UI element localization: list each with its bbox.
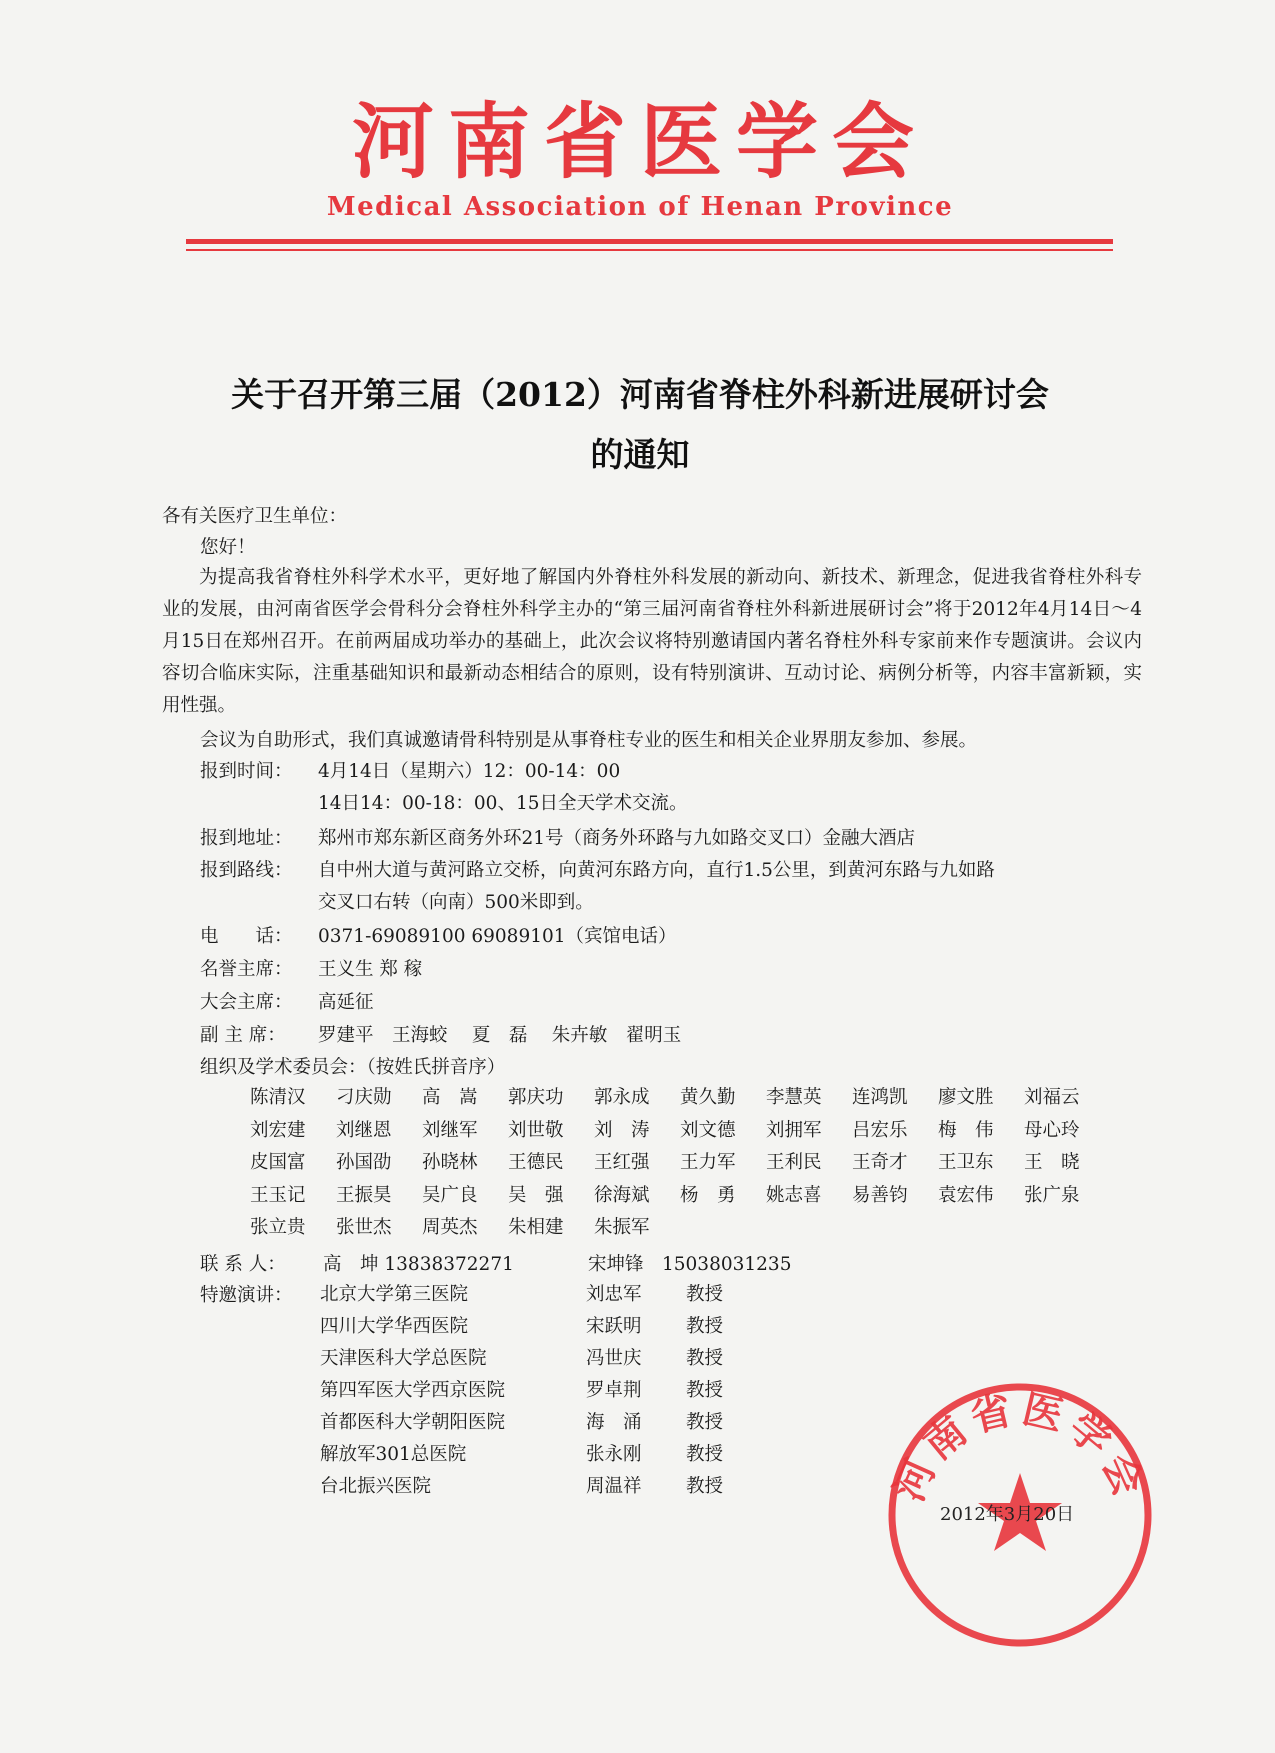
committee-member: 王德民: [508, 1152, 564, 1173]
speaker-title: 教授: [686, 1348, 724, 1369]
committee-member: 吴广良: [422, 1184, 478, 1206]
speaker-hospital: 首都医科大学朝阳医院: [320, 1412, 506, 1433]
committee-member: 吕宏乐: [852, 1119, 908, 1141]
speaker-row: [320, 1343, 800, 1375]
speaker-row: [320, 1439, 800, 1471]
committee-member: 刘拥军: [766, 1119, 822, 1141]
committee-member: 易善钧: [852, 1184, 908, 1206]
committee-member: 高 嵩: [422, 1087, 478, 1108]
speaker-name: 罗卓荆: [586, 1380, 642, 1401]
committee-row: [250, 1180, 1130, 1213]
speaker-name: 海 涌: [586, 1412, 642, 1433]
speaker-hospital: 四川大学华西医院: [320, 1316, 469, 1337]
committee-member: 张立贵: [250, 1217, 306, 1238]
speaker-row: [320, 1279, 800, 1311]
notice-heading: [130, 365, 1150, 485]
checkin-time-1: 4月14日（星期六）12：00-14：00: [318, 761, 621, 782]
letterhead-rule-thin: [186, 249, 1113, 251]
phone: 0371-69089100 69089101（宾馆电话）: [318, 926, 677, 947]
committee-member: 王卫东: [938, 1152, 994, 1173]
speaker-hospital: 天津医科大学总医院: [320, 1348, 487, 1369]
paragraph-1: 为提高我省脊柱外科学术水平，更好地了解国内外脊柱外科发展的新动向、新技术、新理念，促进我省脊柱外科专业的发展，由河南省医学会骨科分会脊柱外科学主办的“第三届河南省脊柱外科新进展研讨会”将于2012年4月14日～4月15日在郑州召开。在前两届成功举办的基础上，此次会议将特别邀请国内著名脊柱外科专家前来作专题演讲。会议内容切合临床实际，注重基础知识和最新动态相结合的原则，设有特别演讲、互动讨论、病例分析等，内容丰富新颖，实用性强。: [162, 567, 1142, 716]
letterhead-subtitle: Medical Association of Henan Province: [326, 192, 954, 222]
letterhead-title: 河南省医学会: [351, 94, 928, 190]
speaker-row: [320, 1375, 800, 1407]
speaker-hospital: 第四军医大学西京医院: [320, 1380, 506, 1401]
speaker-name: 刘忠军: [586, 1284, 642, 1305]
speaker-name: 冯世庆: [586, 1348, 642, 1369]
contact-person-2: 宋坤锋 15038031235: [588, 1254, 792, 1275]
heading-line-1: 关于召开第三届（2012）河南省脊柱外科新进展研讨会: [231, 375, 1049, 414]
committee-member: 刘福云: [1024, 1087, 1080, 1108]
committee-member: 王玉记: [250, 1184, 306, 1206]
speakers-label: 特邀演讲：: [200, 1285, 293, 1306]
committee-member: 孙晓林: [422, 1152, 478, 1173]
committee-member: 王 晓: [1024, 1152, 1080, 1173]
checkin-place: 郑州市郑东新区商务外环21号（商务外环路与九如路交叉口）金融大酒店: [318, 828, 916, 849]
committee-member: 王力军: [680, 1152, 736, 1173]
committee-member: 刘继恩: [336, 1119, 392, 1141]
committee-member: 黄久勤: [680, 1087, 736, 1108]
checkin-place-label: 报到地址：: [200, 828, 293, 849]
committee-member: 刘继军: [422, 1119, 478, 1141]
speaker-hospital: 解放军301总医院: [320, 1444, 467, 1465]
speaker-title: 教授: [686, 1476, 724, 1497]
phone-label: 电 话：: [200, 926, 293, 947]
letterhead-rule-thick: [186, 239, 1113, 244]
checkin-time-label: 报到时间：: [200, 761, 293, 782]
committee-member: 刁庆勋: [336, 1087, 392, 1108]
route-line-2: 交叉口右转（向南）500米即到。: [318, 892, 594, 913]
committee-member: 廖文胜: [938, 1087, 994, 1108]
committee-member: 张世杰: [336, 1217, 392, 1238]
committee-member: 王振昊: [336, 1184, 392, 1206]
committee-member: 皮国富: [250, 1152, 306, 1173]
committee-member: 刘 涛: [594, 1119, 650, 1141]
committee-member: 郭庆功: [508, 1087, 564, 1108]
salutation: 各有关医疗卫生单位：: [162, 506, 348, 527]
contact-label: 联 系 人：: [200, 1254, 286, 1275]
honorary-chair: 王义生 郑 稼: [318, 959, 423, 980]
paragraph-2: 会议为自助形式，我们真诚邀请骨科特别是从事脊柱专业的医生和相关企业界朋友参加、参展。: [200, 730, 978, 751]
seal-text: 河南省医学会: [885, 1385, 1155, 1509]
speaker-name: 张永刚: [586, 1444, 642, 1465]
committee-member: 梅 伟: [938, 1119, 994, 1141]
speaker-name: 周温祥: [586, 1476, 642, 1497]
committee-member: 孙国劭: [336, 1152, 392, 1173]
speakers-list: [320, 1279, 800, 1503]
committee-member: 张广泉: [1024, 1184, 1080, 1206]
committee-row: [250, 1147, 1130, 1180]
heading-line-2: 的通知: [590, 435, 690, 474]
committee-member: 朱振军: [594, 1217, 650, 1238]
committee-member: 刘文德: [680, 1119, 736, 1141]
speaker-title: 教授: [686, 1444, 724, 1465]
chair-label: 大会主席：: [200, 992, 293, 1013]
committee-member: 连鸿凯: [852, 1087, 908, 1108]
committee-member: 王利民: [766, 1152, 822, 1173]
committee-row: [250, 1115, 1130, 1148]
committee-row: [250, 1212, 1130, 1245]
committee-member: 刘宏建: [250, 1119, 306, 1141]
committee-member: 王红强: [594, 1152, 650, 1173]
committee-member: 周英杰: [422, 1217, 478, 1238]
speaker-title: 教授: [686, 1284, 724, 1305]
committee-list: [250, 1082, 1130, 1245]
issue-date: 2012年3月20日: [940, 1504, 1075, 1525]
speaker-hospital: 北京大学第三医院: [320, 1284, 469, 1305]
committee-member: 刘世敬: [508, 1119, 564, 1141]
committee-member: 王奇才: [852, 1152, 908, 1173]
speaker-title: 教授: [686, 1412, 724, 1433]
speaker-title: 教授: [686, 1380, 724, 1401]
committee-member: 吴 强: [508, 1184, 564, 1206]
greeting: 您好！: [200, 537, 256, 558]
vice-chair-label: 副 主 席：: [200, 1025, 286, 1046]
committee-label: 组织及学术委员会：（按姓氏拼音序）: [200, 1057, 506, 1078]
committee-member: 袁宏伟: [938, 1184, 994, 1206]
speaker-row: [320, 1311, 800, 1343]
route-line-1: 自中州大道与黄河路立交桥，向黄河东路方向，直行1.5公里，到黄河东路与九如路: [318, 860, 995, 881]
chair: 高延征: [318, 992, 374, 1013]
vice-chair: 罗建平 王海蛟 夏 磊 朱卉敏 翟明玉: [318, 1025, 682, 1046]
contact-person-1: 高 坤 13838372271: [323, 1254, 514, 1275]
committee-member: 朱相建: [508, 1217, 564, 1238]
honorary-chair-label: 名誉主席：: [200, 959, 293, 980]
speaker-hospital: 台北振兴医院: [320, 1476, 432, 1497]
committee-member: 杨 勇: [680, 1184, 736, 1206]
route-label: 报到路线：: [200, 860, 293, 881]
speaker-row: [320, 1471, 800, 1503]
speaker-row: [320, 1407, 800, 1439]
committee-member: 陈清汉: [250, 1087, 306, 1108]
checkin-time-2: 14日14：00-18：00、15日全天学术交流。: [318, 793, 688, 814]
committee-member: 姚志喜: [766, 1184, 822, 1206]
committee-member: 徐海斌: [594, 1184, 650, 1206]
committee-member: 郭永成: [594, 1087, 650, 1108]
speaker-title: 教授: [686, 1316, 724, 1337]
speaker-name: 宋跃明: [586, 1316, 642, 1337]
committee-member: 母心玲: [1024, 1119, 1080, 1141]
committee-row: [250, 1082, 1130, 1115]
committee-member: 李慧英: [766, 1087, 822, 1108]
